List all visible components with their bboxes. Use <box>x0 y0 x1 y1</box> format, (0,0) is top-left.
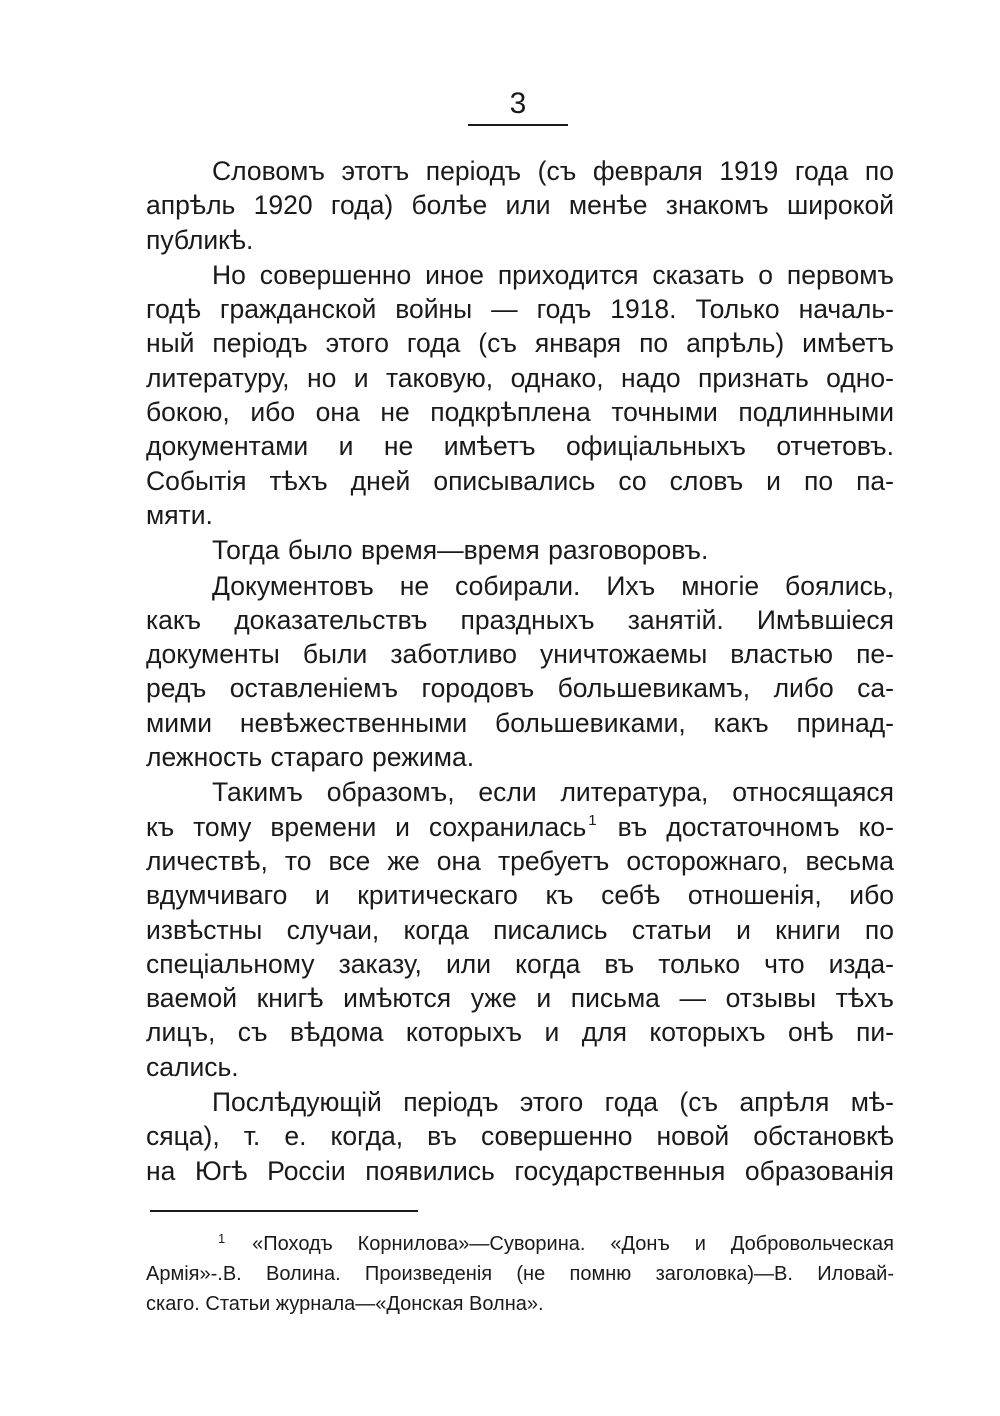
text-line: редъ оставленіемъ городовъ большевикамъ, либо са- <box>146 673 894 704</box>
footnote-line: Армія»-.В. Волина. Произведенія (не помню заголовка)—В. Иловай- <box>146 1263 894 1285</box>
text-line: спеціальному заказу, или когда въ только что изда- <box>146 948 894 979</box>
text-line-with-footnote <box>146 810 894 844</box>
page-number-underline <box>468 124 568 126</box>
footnote-reference: 1 <box>588 811 597 829</box>
text-line: документы были заботливо уничтожаемы властью пе- <box>146 639 894 670</box>
footnote-text: «Походъ Корнилова»—Суворина. «Донъ и Добровольческая <box>252 1233 894 1255</box>
text-line: бокою, ибо она не подкрѣплена точными подлинными <box>146 397 894 428</box>
text-line: вдумчиваго и критическаго къ себѣ отношенія, ибо <box>146 880 894 911</box>
footnotes <box>146 1229 894 1319</box>
text-line: литературу, но и таковую, однако, надо признать одно- <box>146 362 894 393</box>
text-line: годѣ гражданской войны — годъ 1918. Только началь- <box>146 294 894 325</box>
text-line: ный періодъ этого года (съ января по апрѣль) имѣетъ <box>146 328 894 359</box>
text-line: ваемой книгѣ имѣются уже и письма — отзывы тѣхъ <box>146 983 894 1014</box>
text-fragment: въ достаточномъ ко- <box>617 811 894 842</box>
text-fragment: къ тому времени и сохранилась <box>146 811 587 842</box>
text-line: какъ доказательствъ праздныхъ занятій. Имѣвшіеся <box>146 604 894 635</box>
text-line: лежность стараго режима. <box>146 742 475 773</box>
footnote-line: скаго. Статьи журнала—«Донская Волна». <box>146 1293 544 1315</box>
text-line: Послѣдующій періодъ этого года (съ апрѣля мѣ- <box>212 1087 894 1118</box>
text-line: Событія тѣхъ дней описывались со словъ и по па- <box>146 465 894 496</box>
text-line: апрѣль 1920 года) болѣе или менѣе знакомъ широкой <box>146 190 894 221</box>
text-line: извѣстны случаи, когда писались статьи и книги по <box>146 914 894 945</box>
text-line: сались. <box>146 1051 239 1082</box>
text-line: лицъ, съ вѣдома которыхъ и для которыхъ онѣ пи- <box>146 1017 894 1048</box>
text-line: документами и не имѣетъ офиціальныхъ отчетовъ. <box>146 431 894 462</box>
text-line: Такимъ образомъ, если литература, относящаяся <box>212 777 894 808</box>
text-line: Документовъ не собирали. Ихъ многіе боялись, <box>212 570 894 601</box>
text-line: Тогда было время—время разговоровъ. <box>212 535 709 566</box>
footnote-line <box>146 1229 894 1259</box>
text-line: публикѣ. <box>146 224 254 255</box>
text-line: личествѣ, то все же она требуетъ осторожнаго, весьма <box>146 845 894 876</box>
page-number: 3 <box>509 87 527 120</box>
text-line: Словомъ этотъ періодъ (съ февраля 1919 года по <box>212 156 894 186</box>
text-line: сяца), т. е. когда, въ совершенно новой обстановкѣ <box>146 1121 894 1152</box>
body-text <box>146 154 894 1188</box>
text-line: мими невѣжественными большевиками, какъ принад- <box>146 707 894 738</box>
text-line: мяти. <box>146 499 213 530</box>
footnote-marker: 1 <box>218 1231 226 1246</box>
footnote-separator <box>150 1210 418 1212</box>
text-line: на Югѣ Россіи появились государственныя образованія <box>146 1155 894 1186</box>
text-line: Но совершенно иное приходится сказать о первомъ <box>212 259 894 290</box>
